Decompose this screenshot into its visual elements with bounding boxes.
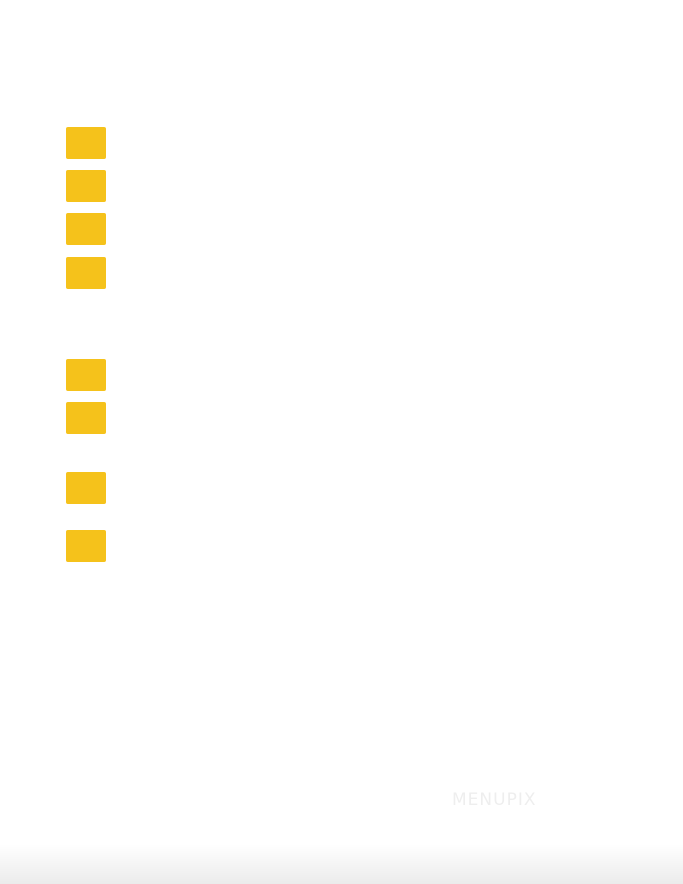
table-hote-block	[0, 680, 683, 682]
aliments-quebec-logo-icon	[66, 257, 106, 289]
aliments-quebec-logo-icon	[66, 402, 106, 434]
aliments-quebec-logo-icon	[66, 170, 106, 202]
page-bottom-shadow	[0, 844, 683, 884]
aliments-quebec-logo-icon	[66, 127, 106, 159]
aliments-quebec-logo-icon	[66, 213, 106, 245]
watermark: MENUPIX	[452, 790, 537, 810]
aliments-quebec-logo-icon	[66, 472, 106, 504]
aliments-quebec-logo-icon	[66, 530, 106, 562]
aliments-quebec-logo-icon	[66, 359, 106, 391]
